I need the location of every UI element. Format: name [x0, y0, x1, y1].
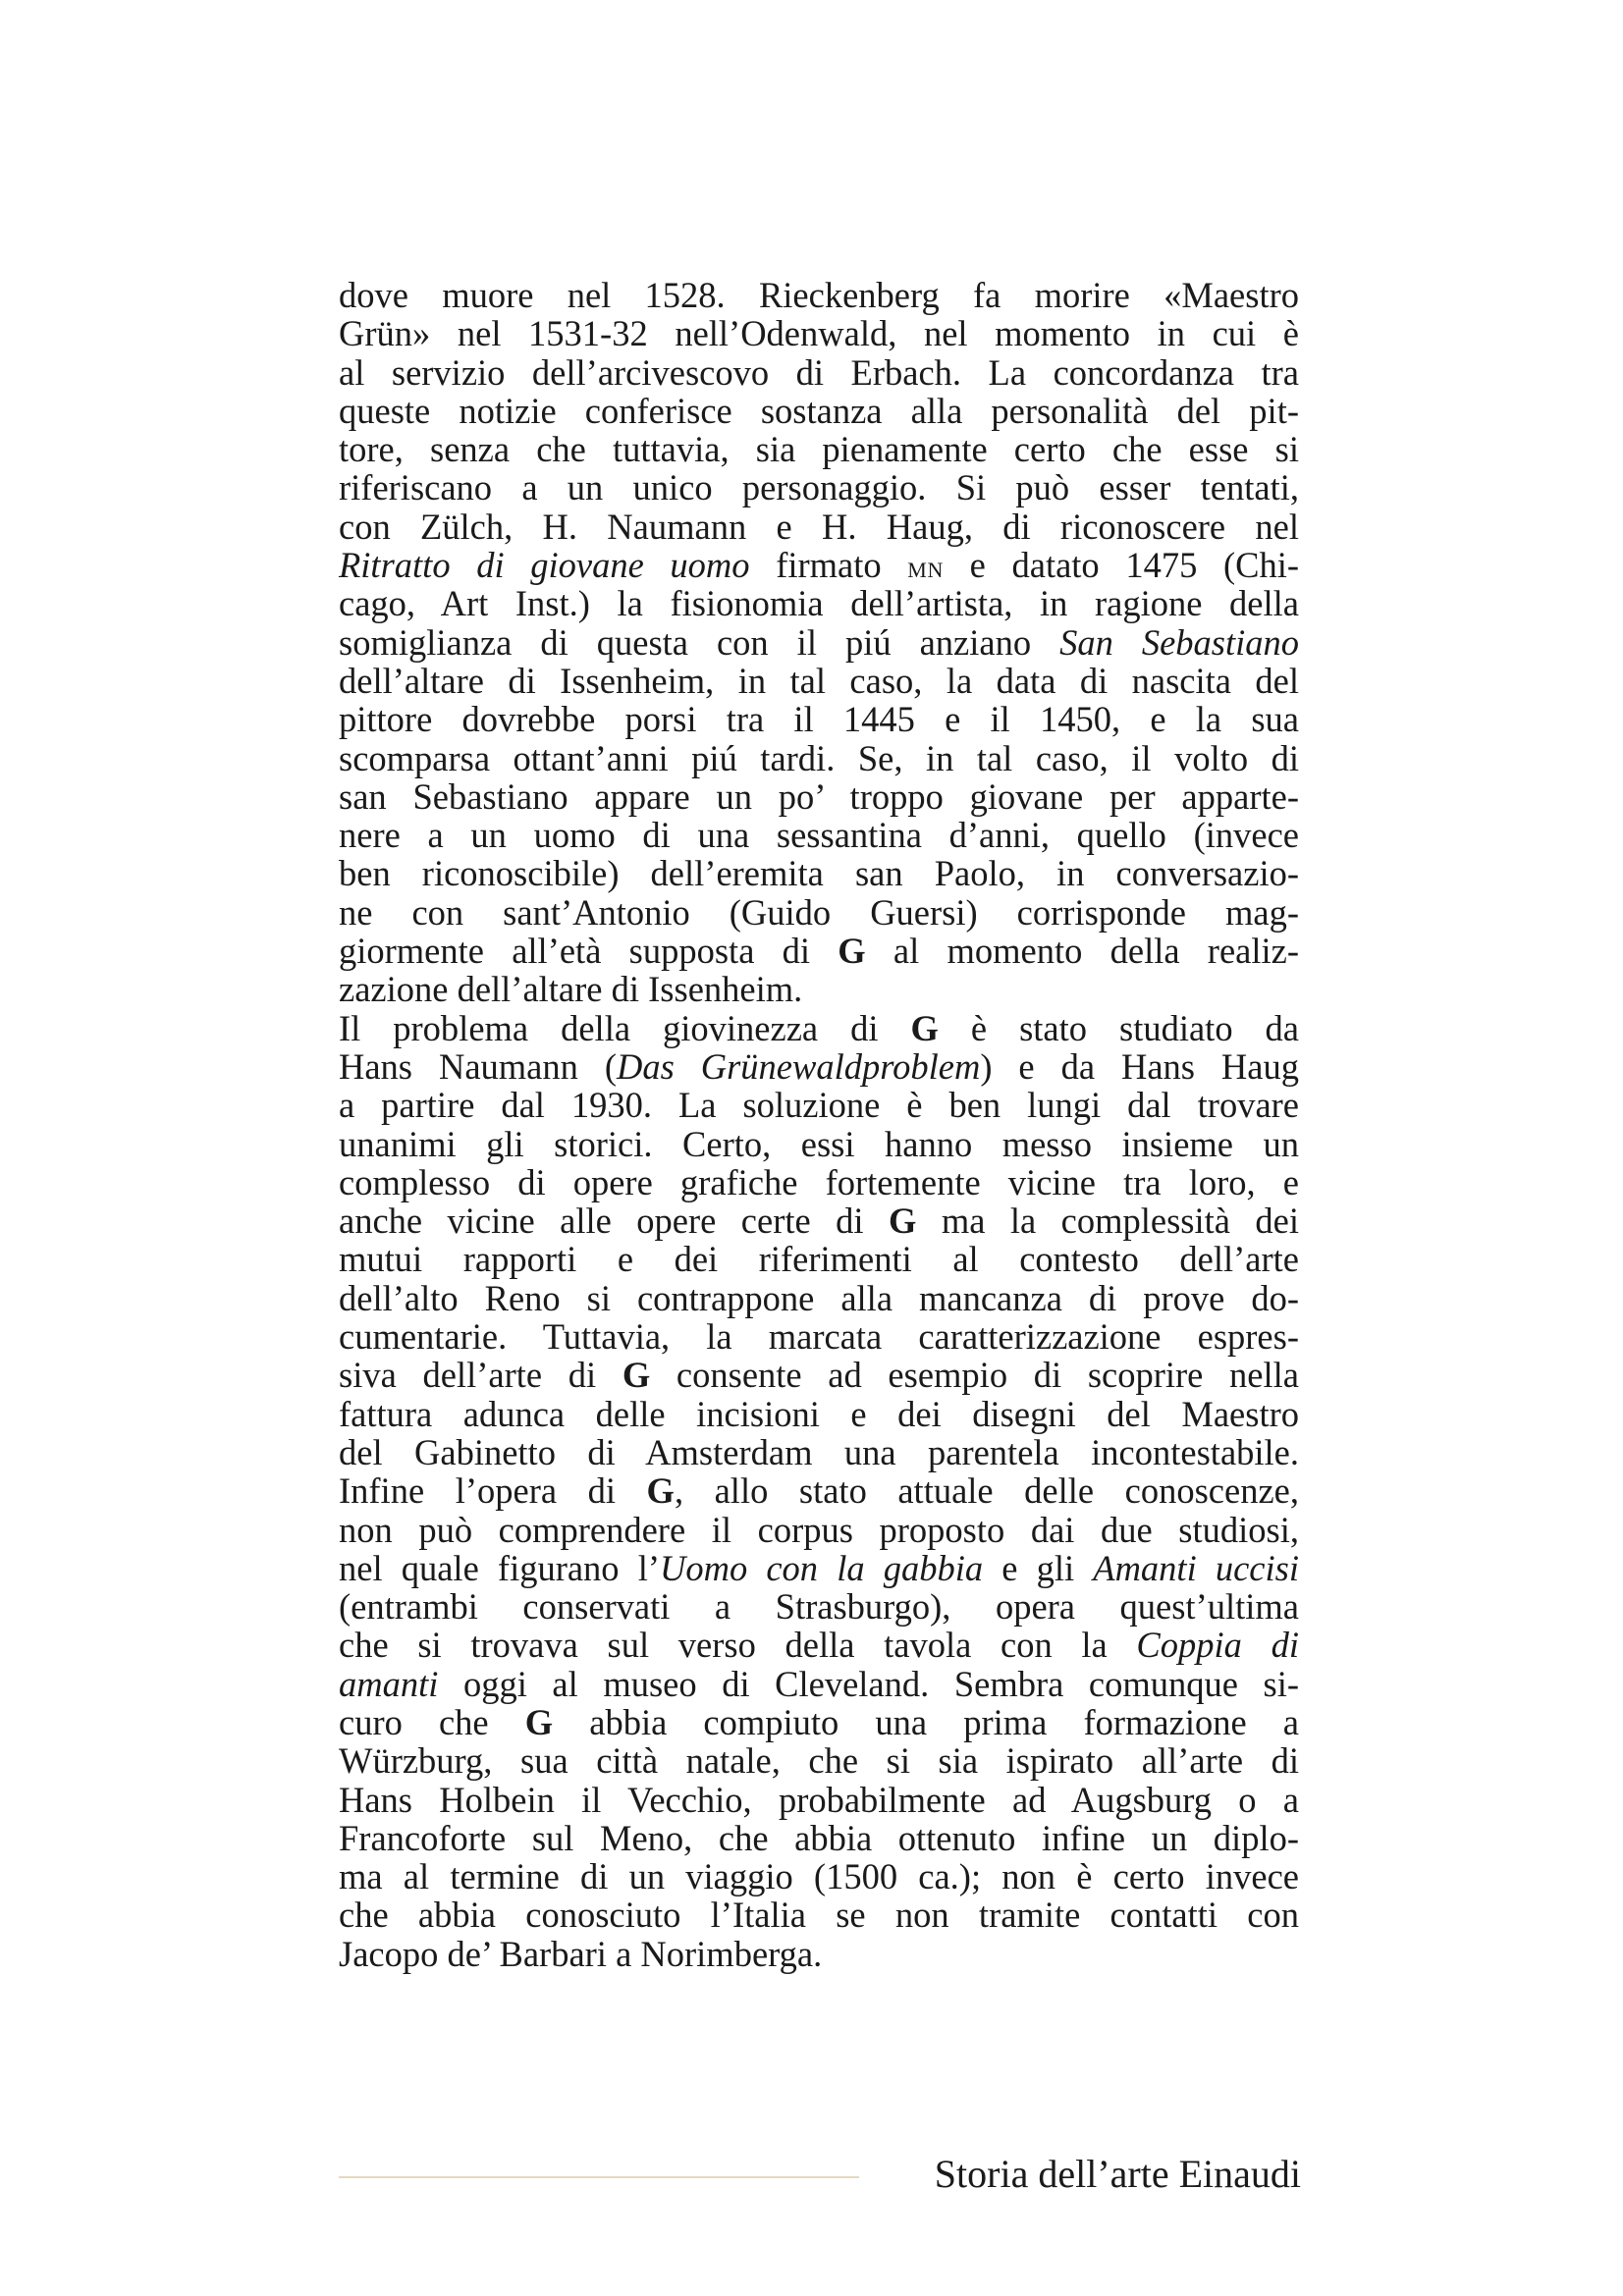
text-run: ma al termine di un viaggio (1500 ca.); non è certo invece	[339, 1856, 1299, 1897]
text-line	[339, 1587, 1299, 1626]
text-line	[339, 1511, 1299, 1549]
text-run: G	[646, 1470, 675, 1512]
text-line	[339, 623, 1299, 662]
text-line	[339, 1626, 1299, 1664]
text-line	[339, 1935, 1299, 1973]
text-run: e datato 1475 (Chi-	[944, 545, 1300, 586]
text-line	[339, 430, 1299, 468]
text-run: Infine l’opera di	[339, 1470, 647, 1512]
text-run: G	[838, 931, 866, 972]
text-run: pittore dovrebbe porsi tra il 1445 e il 1450, e la sua	[339, 699, 1299, 740]
text-line	[339, 1549, 1299, 1587]
text-run: giormente all’età supposta di	[339, 931, 839, 972]
text-run: ma la complessità dei	[916, 1201, 1299, 1242]
text-run: e gli	[983, 1547, 1094, 1588]
text-run: fattura adunca delle incisioni e dei disegni del Maestro	[339, 1393, 1299, 1434]
text-run: cago, Art Inst.) la fisionomia dell’artista, in ragione della	[339, 583, 1299, 624]
text-line	[339, 546, 1299, 584]
body-text	[339, 276, 1299, 1973]
text-line	[339, 1433, 1299, 1471]
text-run: Jacopo de’ Barbari a Norimberga.	[339, 1933, 823, 1974]
text-line	[339, 816, 1299, 854]
text-line	[339, 1240, 1299, 1278]
text-run: Grün» nel 1531-32 nell’Odenwald, nel momento in cui è	[339, 313, 1299, 354]
text-line	[339, 1703, 1299, 1741]
text-run: Hans Holbein il Vecchio, probabilmente ad Augsburg o a	[339, 1779, 1299, 1820]
text-line	[339, 584, 1299, 622]
text-run: queste notizie conferisce sostanza alla personalità del pit-	[339, 390, 1299, 431]
text-line	[339, 1665, 1299, 1703]
text-run: scomparsa ottant’anni piú tardi. Se, in tal caso, il volto di	[339, 737, 1299, 778]
text-run: del Gabinetto di Amsterdam una parentela incontestabile.	[339, 1431, 1299, 1472]
text-line	[339, 468, 1299, 507]
text-line	[339, 353, 1299, 392]
text-run: G	[888, 1201, 917, 1242]
text-line	[339, 854, 1299, 892]
text-line	[339, 1163, 1299, 1201]
text-run: che abbia conosciuto l’Italia se non tramite contatti con	[339, 1895, 1299, 1936]
text-line	[339, 392, 1299, 430]
text-run: Ritratto di giovane uomo	[339, 545, 750, 586]
text-run: a partire dal 1930. La soluzione è ben lungi dal trovare	[339, 1085, 1299, 1126]
text-run: Hans Naumann (	[339, 1045, 617, 1087]
text-run: Coppia di	[1136, 1625, 1299, 1666]
text-run: tore, senza che tuttavia, sia pienamente certo che esse si	[339, 429, 1299, 470]
text-run: consente ad esempio di scoprire nella	[650, 1355, 1299, 1396]
text-run: amanti	[339, 1663, 439, 1704]
text-line	[339, 1086, 1299, 1124]
text-run: dove muore nel 1528. Rieckenberg fa morire «Maestro	[339, 275, 1299, 315]
text-run: al momento della realiz-	[865, 931, 1299, 972]
text-line	[339, 1741, 1299, 1780]
text-run: ben riconoscibile) dell’eremita san Paolo, in conversazio-	[339, 853, 1299, 894]
text-run: ne con sant’Antonio (Guido Guersi) corrisponde mag-	[339, 891, 1299, 933]
text-line	[339, 507, 1299, 546]
text-line	[339, 1125, 1299, 1163]
text-line	[339, 1896, 1299, 1934]
text-line	[339, 1356, 1299, 1394]
text-line	[339, 1201, 1299, 1240]
text-run: , allo stato attuale delle conoscenze,	[674, 1470, 1299, 1512]
text-line	[339, 700, 1299, 738]
text-run: ) e da Hans Haug	[980, 1045, 1299, 1087]
text-run: firmato	[749, 545, 908, 586]
text-run: nel quale figurano l’	[339, 1547, 660, 1588]
text-run: dell’alto Reno si contrappone alla mancanza di prove do-	[339, 1277, 1299, 1318]
text-run: con Zülch, H. Naumann e H. Haug, di riconoscere nel	[339, 506, 1299, 547]
text-run: Il problema della giovinezza di	[339, 1007, 911, 1048]
text-run: abbia compiuto una prima formazione a	[553, 1701, 1299, 1742]
text-line	[339, 932, 1299, 970]
text-run: oggi al museo di Cleveland. Sembra comunque si-	[438, 1663, 1299, 1704]
text-run: che si trovava sul verso della tavola con la	[339, 1625, 1137, 1666]
text-run: somiglianza di questa con il piú anziano	[339, 621, 1060, 663]
footer-divider	[339, 2176, 859, 2178]
text-run: anche vicine alle opere certe di	[339, 1201, 889, 1242]
text-run: Francoforte sul Meno, che abbia ottenuto infine un diplo-	[339, 1817, 1299, 1858]
text-run: Würzburg, sua città natale, che si sia ispirato all’arte di	[339, 1740, 1299, 1782]
text-run: nere a un uomo di una sessantina d’anni, quello (invece	[339, 815, 1299, 856]
text-run: Amanti uccisi	[1093, 1547, 1299, 1588]
text-line	[339, 1009, 1299, 1047]
text-run: riferiscano a un unico personaggio. Si può esser tentati,	[339, 467, 1299, 508]
text-run: san Sebastiano appare un po’ troppo giovane per apparte-	[339, 775, 1299, 817]
text-run: mn	[907, 550, 944, 585]
text-line	[339, 893, 1299, 932]
text-run: non può comprendere il corpus proposto dai due studiosi,	[339, 1509, 1299, 1550]
text-line	[339, 276, 1299, 314]
text-line	[339, 1857, 1299, 1896]
text-run: cumentarie. Tuttavia, la marcata caratterizzazione espres-	[339, 1316, 1299, 1358]
text-line	[339, 662, 1299, 700]
text-run: zazione dell’altare di Issenheim.	[339, 969, 803, 1010]
text-run: G	[910, 1007, 939, 1048]
text-run: Uomo con la gabbia	[660, 1547, 984, 1588]
text-run: al servizio dell’arcivescovo di Erbach. La concordanza tra	[339, 351, 1299, 393]
text-line	[339, 1781, 1299, 1819]
text-line	[339, 1471, 1299, 1510]
text-line	[339, 777, 1299, 816]
text-line	[339, 739, 1299, 777]
text-run: G	[622, 1355, 651, 1396]
text-line	[339, 1317, 1299, 1356]
text-line	[339, 970, 1299, 1008]
text-run: G	[524, 1701, 554, 1742]
footer-title: Storia dell’arte Einaudi	[934, 2152, 1301, 2196]
text-line	[339, 1395, 1299, 1433]
text-run: dell’altare di Issenheim, in tal caso, la data di nascita del	[339, 660, 1299, 701]
text-line	[339, 1279, 1299, 1317]
text-run: mutui rapporti e dei riferimenti al contesto dell’arte	[339, 1239, 1299, 1280]
text-run: complesso di opere grafiche fortemente vicine tra loro, e	[339, 1161, 1299, 1202]
text-run: Das Grünewaldproblem	[616, 1045, 981, 1087]
text-line	[339, 1819, 1299, 1857]
text-run: (entrambi conservati a Strasburgo), opera quest’ultima	[339, 1586, 1299, 1628]
text-run: è stato studiato da	[938, 1007, 1299, 1048]
text-line	[339, 314, 1299, 352]
text-run: curo che	[339, 1701, 525, 1742]
text-run: San Sebastiano	[1059, 621, 1300, 663]
text-run: unanimi gli storici. Certo, essi hanno messo insieme un	[339, 1123, 1299, 1164]
text-line	[339, 1047, 1299, 1086]
text-run: siva dell’arte di	[339, 1355, 622, 1396]
